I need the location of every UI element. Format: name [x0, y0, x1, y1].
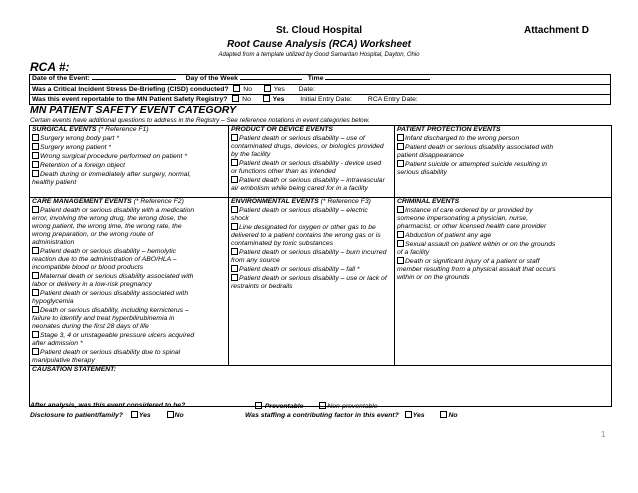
wrong-procedure-checkbox[interactable]: [32, 152, 39, 159]
criminal-events-cell: [395, 198, 612, 366]
criminal-title: CRIMINAL EVENTS: [397, 198, 460, 205]
surgical-events-cell: [30, 126, 229, 198]
reportable-no-checkbox[interactable]: [232, 95, 239, 102]
cisd-no-label: No: [243, 86, 252, 93]
care-line: after admission *: [32, 340, 83, 347]
time-label: Time: [307, 75, 324, 82]
criminal-line: of a facility: [397, 249, 430, 256]
environmental-line: Patient death or serious disability – fall *: [239, 266, 360, 273]
disclosure-no-label: No: [174, 412, 184, 419]
criminal-line: Instance of care ordered by or provided by: [405, 207, 533, 214]
infant-discharged-checkbox[interactable]: [397, 134, 404, 141]
nonpreventable-label: Non-preventable: [327, 403, 378, 410]
spinal-manipulation-checkbox[interactable]: [32, 348, 39, 355]
environmental-line: from any source: [231, 257, 280, 264]
electric-shock-checkbox[interactable]: [231, 206, 238, 213]
care-line: wrong patient, the wrong time, the wrong rate, the: [32, 223, 182, 230]
abduction-checkbox[interactable]: [397, 231, 404, 238]
environmental-line: Patient death or serious disability – burn incurred: [239, 249, 387, 256]
after-analysis-question: After analysis, was this event considered to be?: [30, 402, 186, 409]
page-number: 1: [601, 430, 606, 439]
device-line: Patient death or serious disability - device used: [239, 160, 382, 167]
environmental-line: Line designated for oxygen or other gas to be: [239, 224, 376, 231]
disclosure-yes-label: Yes: [138, 412, 151, 419]
environmental-title: ENVIRONMENTAL EVENTS: [231, 198, 319, 205]
wrong-gas-checkbox[interactable]: [231, 223, 238, 230]
care-line: Death or serious disability, including kernicterus –: [40, 307, 189, 314]
worksheet-title: Root Cause Analysis (RCA) Worksheet: [227, 39, 411, 50]
surgical-item: Retention of a foreign object: [40, 162, 126, 169]
disclosure-yes-checkbox[interactable]: [131, 411, 138, 418]
surgical-title: SURGICAL EVENTS: [32, 126, 97, 133]
pressure-ulcer-checkbox[interactable]: [32, 331, 39, 338]
event-category-table: [29, 125, 612, 407]
care-line: Maternal death or serious disability associated with: [40, 273, 194, 280]
protection-title: PATIENT PROTECTION EVENTS: [397, 126, 501, 133]
device-events-cell: [229, 126, 395, 198]
protection-line: serious disability: [397, 169, 447, 176]
surgical-item: Surgery wrong body part *: [40, 135, 119, 142]
disclosure-no-checkbox[interactable]: [167, 411, 174, 418]
device-title: PRODUCT OR DEVICE EVENTS: [231, 126, 333, 133]
preventable-label: Preventable: [264, 403, 304, 410]
contaminated-drugs-checkbox[interactable]: [231, 134, 238, 141]
category-title: MN PATIENT SAFETY EVENT CATEGORY: [30, 104, 237, 116]
protection-line: Patient death or serious disability associated with: [405, 144, 554, 151]
hemolytic-reaction-checkbox[interactable]: [32, 247, 39, 254]
device-misuse-checkbox[interactable]: [231, 159, 238, 166]
care-line: Patient death or serious disability due to spinal: [40, 349, 181, 356]
surgery-wrong-body-part-checkbox[interactable]: [32, 134, 39, 141]
category-note: Certain events have additional questions to address in the Registry – See reference notations in event categories below.: [30, 117, 370, 124]
burn-checkbox[interactable]: [231, 248, 238, 255]
rca-entry-label: RCA Entry Date:: [367, 96, 418, 103]
surgical-item: Surgery wrong patient *: [40, 144, 112, 151]
reportable-yes-checkbox[interactable]: [263, 95, 270, 102]
impersonation-checkbox[interactable]: [397, 206, 404, 213]
maternal-death-checkbox[interactable]: [32, 272, 39, 279]
cisd-yes-checkbox[interactable]: [264, 85, 271, 92]
staffing-no-checkbox[interactable]: [440, 411, 447, 418]
criminal-line: pharmacist, or other licensed health care provider: [397, 223, 547, 230]
staffing-yes-checkbox[interactable]: [405, 411, 412, 418]
sexual-assault-checkbox[interactable]: [397, 240, 404, 247]
kernicterus-checkbox[interactable]: [32, 306, 39, 313]
time-field[interactable]: [325, 79, 430, 80]
criminal-line: within or on the grounds: [397, 274, 470, 281]
preventable-checkbox[interactable]: [255, 402, 262, 409]
reportable-no-label: No: [242, 96, 251, 103]
nonpreventable-checkbox[interactable]: [319, 402, 326, 409]
reportable-question: Was this event reportable to the MN Patient Safety Registry?: [32, 96, 228, 103]
care-line: error, involving the wrong drug, the wrong dose, the: [32, 215, 187, 222]
surgical-item: healthy patient: [32, 179, 77, 186]
environmental-line: shock: [231, 215, 249, 222]
patient-suicide-checkbox[interactable]: [397, 160, 404, 167]
care-line: Patient death or serious disability with a medication: [40, 207, 195, 214]
protection-events-cell: [395, 126, 612, 198]
criminal-line: someone impersonating a physician, nurse,: [397, 215, 529, 222]
cisd-yes-label: Yes: [273, 86, 285, 93]
device-line: contaminated drugs, devices, or biologics provided: [231, 143, 384, 150]
care-line: Stage 3, 4 or unstageable pressure ulcers acquired: [40, 332, 195, 339]
adapted-note: Adapted from a template utilized by Good Samaritan Hospital, Dayton, Ohio: [218, 52, 420, 58]
care-title: CARE MANAGEMENT EVENTS: [32, 198, 132, 205]
care-line: labor or delivery in a low-risk pregnancy: [32, 281, 152, 288]
date-label: Date of the Event:: [32, 75, 90, 82]
environmental-ref: (* Reference F3): [320, 198, 371, 205]
patient-disappearance-checkbox[interactable]: [397, 143, 404, 150]
criminal-line: Abduction of patient any age: [405, 232, 492, 239]
care-line: Patient death or serious disability associated with: [40, 290, 189, 297]
air-embolism-checkbox[interactable]: [231, 176, 238, 183]
protection-line: Patient suicide or attempted suicide resulting in: [405, 161, 548, 168]
care-line: reaction due to the administration of ABO/HLA –: [32, 256, 177, 263]
criminal-line: Death or significant injury of a patient or staff: [405, 258, 540, 265]
staffing-no-label: No: [448, 412, 458, 419]
device-line: by the facility: [231, 151, 271, 158]
device-line: or functions other than as intended: [231, 168, 336, 175]
surgical-item: Death during or immediately after surgery, normal,: [40, 171, 191, 178]
care-line: hypoglycemia: [32, 298, 74, 305]
day-label: Day of the Week: [185, 75, 238, 82]
day-field[interactable]: [240, 79, 302, 80]
care-line: manipulative therapy: [32, 357, 95, 364]
initial-entry-label: Initial Entry Date:: [300, 96, 353, 103]
device-line: Patient death or serious disability – use of: [239, 135, 365, 142]
foreign-object-checkbox[interactable]: [32, 161, 39, 168]
care-line: wrong preparation, or the wrong route of: [32, 231, 154, 238]
care-line: Patient death or serious disability – hemolytic: [40, 248, 177, 255]
surgery-wrong-patient-checkbox[interactable]: [32, 143, 39, 150]
causation-label: CAUSATION STATEMENT:: [32, 366, 117, 373]
care-line: failure to identify and treat hyperbilirubinemia in: [32, 315, 175, 322]
death-during-surgery-checkbox[interactable]: [32, 170, 39, 177]
physical-assault-checkbox[interactable]: [397, 257, 404, 264]
care-line: incompatible blood or blood products: [32, 264, 144, 271]
event-info-table: [29, 74, 611, 105]
protection-line: Infant discharged to the wrong person: [405, 135, 520, 142]
criminal-line: Sexual assault on patient within or on the grounds: [405, 241, 556, 248]
attachment-label: Attachment D: [524, 25, 590, 36]
environmental-line: contaminated by toxic substances: [231, 240, 334, 247]
protection-line: patient disappearance: [397, 152, 464, 159]
surgical-ref: (* Reference F1): [98, 126, 149, 133]
criminal-line: member resulting from a physical assault that occurs: [397, 266, 556, 273]
hypoglycemia-checkbox[interactable]: [32, 289, 39, 296]
disclosure-question: Disclosure to patient/family?: [30, 412, 123, 419]
restraints-checkbox[interactable]: [231, 274, 238, 281]
care-line: neonates during the first 28 days of life: [32, 323, 149, 330]
environmental-line: Patient death or serious disability – electric: [239, 207, 368, 214]
care-ref: (* Reference F2): [133, 198, 184, 205]
environmental-events-cell: [229, 198, 395, 366]
rca-number-label: RCA #:: [30, 60, 70, 74]
environmental-line: Patient death or serious disability – use or lack of: [239, 275, 387, 282]
environmental-line: delivered to a patient contains the wrong gas or is: [231, 232, 381, 239]
staffing-question: Was staffing a contributing factor in this event?: [245, 412, 399, 419]
date-field[interactable]: [92, 79, 176, 80]
causation-statement-cell[interactable]: [30, 366, 612, 407]
care-line: administration: [32, 239, 75, 246]
cisd-question: Was a Critical Incident Stress De-Briefing (CISD) conducted?: [32, 86, 229, 93]
device-line: Patient death or serious disability – intravascular: [239, 177, 385, 184]
surgical-item: Wrong surgical procedure performed on patient *: [40, 153, 187, 160]
hospital-name: St. Cloud Hospital: [275, 25, 363, 36]
device-line: air embolism while being cared for in a facility: [231, 185, 368, 192]
staffing-yes-label: Yes: [412, 412, 425, 419]
fall-checkbox[interactable]: [231, 265, 238, 272]
cisd-no-checkbox[interactable]: [233, 85, 240, 92]
environmental-line: restraints or bedrails: [231, 283, 293, 290]
cisd-date-label: Date:: [298, 86, 315, 93]
reportable-yes-label: Yes: [272, 96, 285, 103]
medication-error-checkbox[interactable]: [32, 206, 39, 213]
care-events-cell: [30, 198, 229, 366]
